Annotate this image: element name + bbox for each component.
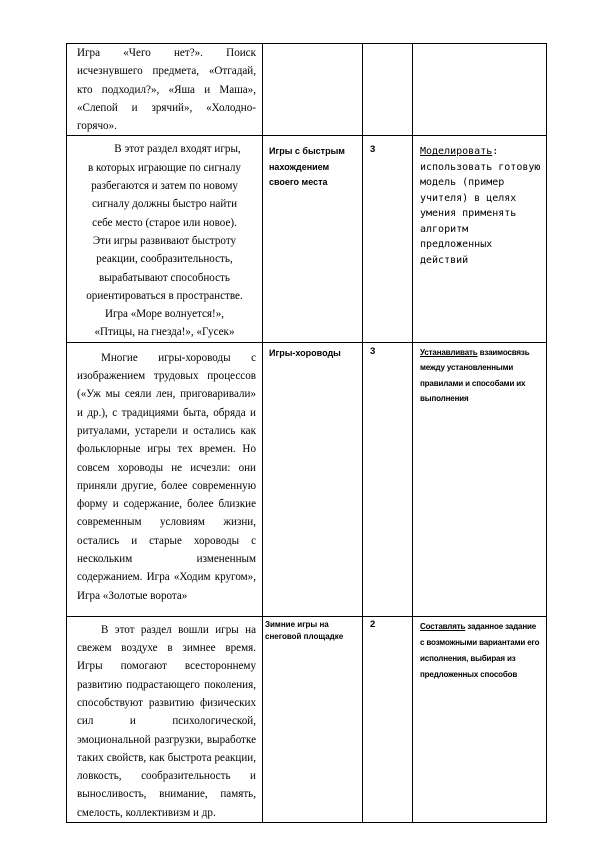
hours-value: 3	[370, 345, 376, 357]
game-name-cell	[263, 44, 363, 136]
description-line: ориентироваться в пространстве.	[86, 289, 243, 302]
game-name	[263, 44, 362, 52]
activity-cell	[413, 136, 547, 342]
description-cell	[67, 44, 263, 136]
activity-cell	[413, 44, 547, 136]
description-text: Многие игры-хороводы с изображением трудовых процессов («Уж мы сеяли лен, приговаривали» и др.), с традициями быта, обряда и ритуалами, устарели и остались как фольклорные игры тех времен. Но совсем хороводы не исчезли: они приняли другие, более современную форму и содержание, более близкие современным условиям жизни, остались и старые хороводы с нескольким измененным содержанием. Игра «Ходим кругом», Игра «Золотые ворота»	[77, 351, 256, 602]
activity-text	[413, 44, 546, 52]
game-name: Игры-хороводы	[269, 347, 341, 358]
game-name-cell	[263, 342, 363, 616]
table-row	[67, 342, 547, 616]
table-row	[67, 616, 547, 822]
description-line: «Птицы, на гнезда!», «Гусек»	[94, 326, 235, 339]
game-description	[67, 343, 262, 605]
description-line: сигналу должны быстро найти	[91, 198, 238, 211]
hours-cell	[363, 342, 413, 616]
hours-cell	[363, 616, 413, 822]
hours-cell	[363, 44, 413, 136]
description-line: вырабатывают способность	[99, 271, 230, 284]
description-line: Игра «Море волнуется!»,	[104, 308, 225, 321]
description-cell	[67, 136, 263, 342]
game-description	[67, 44, 262, 135]
hours-value: 3	[370, 144, 376, 156]
description-line: Эти игры развивают быстроту	[92, 234, 237, 247]
hours-cell	[363, 136, 413, 342]
activity-cell	[413, 342, 547, 616]
game-description	[67, 136, 262, 341]
game-name: Игры с быстрым нахождением своего места	[269, 146, 345, 188]
hours-value	[363, 44, 412, 52]
lesson-plan-table	[66, 43, 547, 823]
activity-cell	[413, 616, 547, 822]
description-text: Игра «Чего нет?». Поиск исчезнувшего предмета, «Отгадай, кто подходил?», «Яша и Маша», «Слепой и зрячий», «Холодно-горячо».	[77, 47, 256, 133]
description-cell	[67, 342, 263, 616]
game-description	[67, 617, 262, 822]
description-line: в которых играющие по сигналу	[88, 161, 241, 174]
description-line: В этот раздел входят игры,	[114, 143, 241, 156]
game-name-cell	[263, 616, 363, 822]
activity-text: Моделировать: использовать готовую модель (пример учителя) в целях умения применять алгоритм предложенных действий	[420, 146, 541, 266]
game-name: Зимние игры на снеговой площадке	[265, 619, 344, 642]
table-row	[67, 136, 547, 342]
description-line: реакции, сообразительность,	[96, 253, 233, 266]
activity-text: Составлять заданное задание с возможными вариантами его исполнения, выбирая из предложенных способов	[420, 621, 540, 679]
activity-text: Устанавливать взаимосвязь между установленными правилами и способами их выполнения	[420, 347, 530, 404]
description-text: В этот раздел вошли игры на свежем воздухе в зимнее время. Игры помогают всестороннему развитию подрастающего поколения, способствуют развитию физических сил и психологической, эмоциональной разгрузки, выработке таких свойств, как быстрота реакции, ловкость, сообразительность и выносливость, внимание, память, смелость, коллективизм и др.	[77, 623, 256, 819]
description-line: разбегаются и затем по новому	[91, 180, 238, 193]
description-cell	[67, 616, 263, 822]
game-name-cell	[263, 136, 363, 342]
hours-value: 2	[370, 618, 376, 630]
description-line: себе место (старое или новое).	[92, 216, 237, 229]
table-row	[67, 44, 547, 136]
